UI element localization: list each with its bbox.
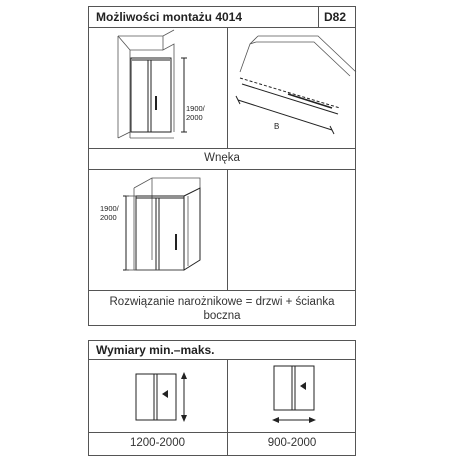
niche-perspective-drawing <box>88 28 227 148</box>
dims-caption-2: 900-2000 <box>267 437 317 449</box>
section1-code: D82 <box>324 10 347 24</box>
corner-caption-row <box>88 290 356 291</box>
dims-height-drawing <box>228 360 356 432</box>
dims-caption-1: 1200-2000 <box>130 437 185 449</box>
corner-height-label: 1900/ 2000 <box>100 204 119 222</box>
corner-caption-line1: Rozwiązanie narożnikowe = drzwi + ścianka <box>109 296 335 308</box>
dims-caption-row <box>88 432 356 433</box>
corner-caption-line2: boczna <box>203 310 241 322</box>
section2-title: Wymiary min.–maks. <box>96 343 215 357</box>
corner-divider <box>227 170 228 290</box>
header-divider <box>318 6 319 28</box>
corner-perspective-drawing <box>88 170 227 290</box>
niche-plan-drawing <box>228 28 356 148</box>
niche-width-label: B <box>274 122 280 131</box>
niche-height-label: 1900/ 2000 <box>186 104 205 122</box>
section1-title: Możliwości montażu 4014 <box>96 10 243 24</box>
niche-caption: Wnęka <box>204 152 240 164</box>
dims-width-drawing <box>88 360 227 432</box>
